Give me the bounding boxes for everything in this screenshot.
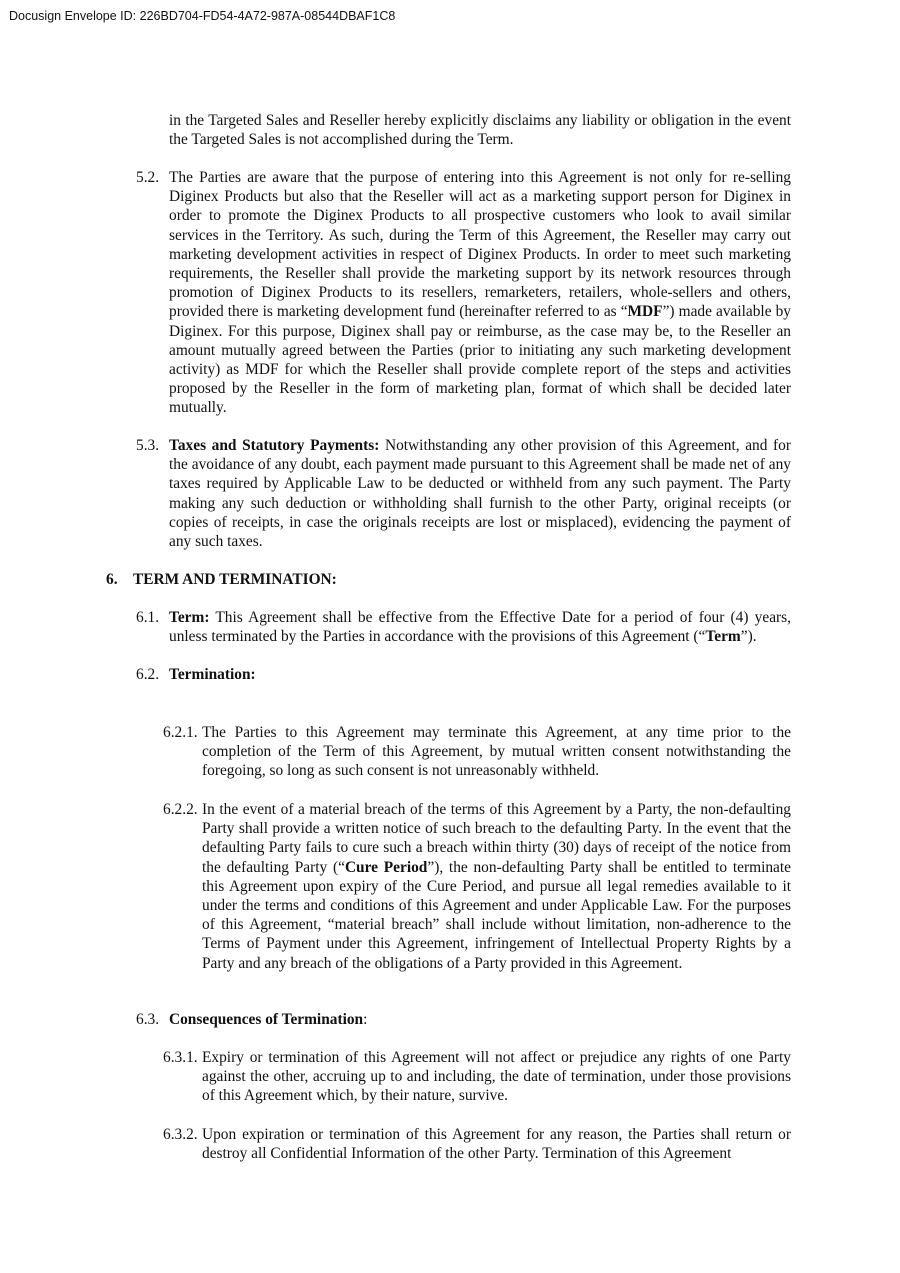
clause-6-2-1-text: The Parties to this Agreement may terminate this Agreement, at any time prior to the completion of the Term of this Agreement, by mutual written consent notwithstanding the foregoing, so long as such consent is not unreasonably withheld.	[202, 724, 791, 780]
section-6-title: TERM AND TERMINATION:	[133, 571, 337, 588]
clause-5-3-text: Taxes and Statutory Payments: Notwithstanding any other provision of this Agreement, and for the avoidance of any doubt, each payment made pursuant to this Agreement shall be made net of any taxes required by Applicable Law to be deducted or withheld from any such payment. The Party making any such deduction or withholding shall furnish to the other Party, original receipts (or copies of receipts, in case the originals receipts are lost or misplaced), evidencing the payment of any such taxes.	[169, 437, 792, 551]
clause-6-1-number: 6.1.	[136, 609, 160, 626]
clause-6-3-heading: Consequences of Termination:	[169, 1011, 368, 1028]
cure-period-term: Cure Period	[344, 858, 428, 876]
clause-6-1-title: Term:	[169, 609, 210, 626]
section-6-number: 6.	[106, 571, 118, 588]
envelope-id: Docusign Envelope ID: 226BD704-FD54-4A72-987A-08544DBAF1C8	[9, 9, 396, 23]
clause-6-2-2-text: In the event of a material breach of the terms of this Agreement by a Party, the non-defaulting Party shall provide a written notice of such breach to the defaulting Party. In the event that the defaulting Party fails to cure such a breach within thirty (30) days of receipt of the notice from the defaulting Party (“Cure Period”), the non-defaulting Party shall be entitled to terminate this Agreement upon expiry of the Cure Period, and pursue all legal remedies available to it under the terms and conditions of this Agreement and under Applicable Law. For the purposes of this Agreement, “material breach” shall include without limitation, non-adherence to the Terms of Payment under this Agreement, infringement of Intellectual Property Rights by a Party and any breach of the obligations of a Party provided in this Agreement.	[202, 801, 791, 972]
clause-6-3-1-number: 6.3.1.	[163, 1049, 198, 1066]
clause-6-3-number: 6.3.	[136, 1011, 160, 1028]
continuation-paragraph: in the Targeted Sales and Reseller hereby explicitly disclaims any liability or obligation in the event the Targeted Sales is not accomplished during the Term.	[169, 112, 791, 149]
clause-6-3-2-number: 6.3.2.	[163, 1126, 198, 1143]
clause-6-1-text: Term: This Agreement shall be effective from the Effective Date for a period of four (4) years, unless terminated by the Parties in accordance with the provisions of this Agreement (“Term”).	[169, 609, 791, 646]
clause-5-2-number: 5.2.	[136, 169, 160, 186]
clause-6-2-number: 6.2.	[136, 666, 160, 683]
clause-5-2-text: The Parties are aware that the purpose of entering into this Agreement is not only for re-selling Diginex Products but also that the Reseller will act as a marketing support person for Diginex in order to promote the Diginex Products to all prospective customers who look to avail similar services in the Territory. As such, during the Term of this Agreement, the Reseller may carry out marketing development activities in respect of Diginex Products. In order to meet such marketing requirements, the Reseller shall provide the marketing support by its network resources through promotion of Diginex Products to its resellers, remarketers, retailers, whole-sellers and others, provided there is marketing development fund (hereinafter referred to as “MDF”) made available by Diginex. For this purpose, Diginex shall pay or reimburse, as the case may be, to the Reseller an amount mutually agreed between the Parties (prior to initiating any such marketing development activity) as MDF for which the Reseller shall provide complete report of the steps and activities proposed by the Reseller in the form of marketing plan, format of which shall be decided later mutually.	[169, 169, 791, 417]
clause-6-2-title: Termination:	[169, 666, 256, 683]
clause-6-3-2-text: Upon expiration or termination of this Agreement for any reason, the Parties shall return or destroy all Confidential Information of the other Party. Termination of this Agreement	[202, 1126, 791, 1163]
clause-5-3-number: 5.3.	[136, 437, 160, 454]
clause-6-3-1-text: Expiry or termination of this Agreement will not affect or prejudice any rights of one Party against the other, accruing up to and including, the date of termination, under those provisions of this Agreement which, by their nature, survive.	[202, 1049, 791, 1105]
clause-6-3-title: Consequences of Termination	[169, 1011, 364, 1028]
clause-6-2-2-number: 6.2.2.	[163, 801, 198, 818]
mdf-term: MDF	[627, 303, 663, 321]
term-term: Term	[705, 628, 741, 646]
clause-5-3-title: Taxes and Statutory Payments:	[169, 437, 380, 454]
clause-6-2-1-number: 6.2.1.	[163, 724, 198, 741]
